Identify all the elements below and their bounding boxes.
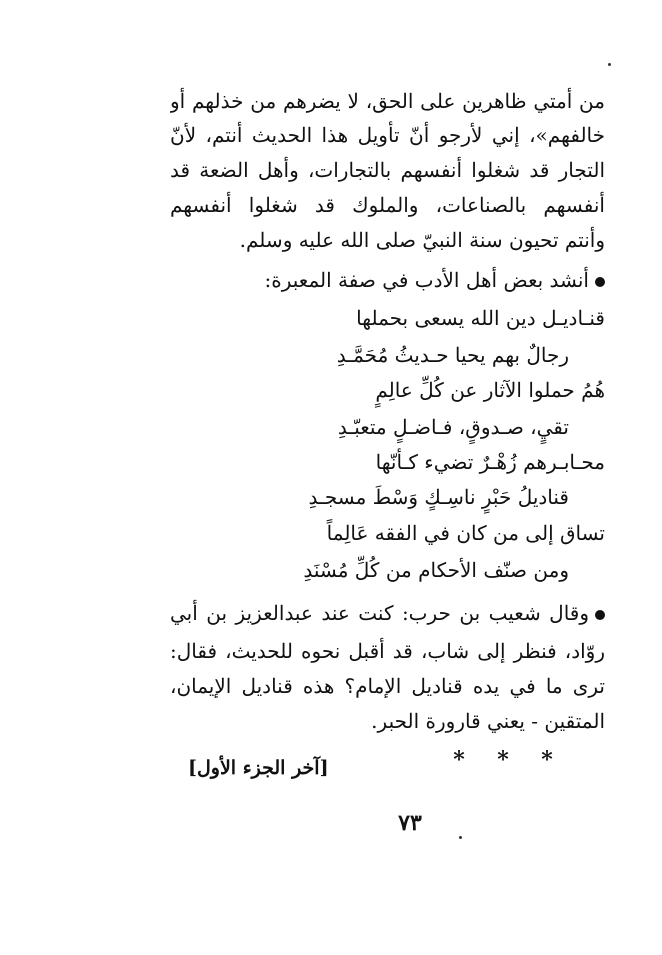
star-2: * [497,747,509,773]
print-speck [459,836,462,839]
paragraph-1-line-3: التجار قد شغلوا أنفسهم بالتجارات، وأهل الضعة قد [170,158,605,182]
paragraph-3-line-3: ترى ما في يده قناديل الإمام؟ هذه قناديل الإيمان، [170,674,605,698]
page-number: ٧٣ [398,810,422,836]
paragraph-1-line-5: وأنتم تحيون سنة النبيّ صلى الله عليه وسلم. [239,228,605,252]
star-3: * [541,747,553,773]
verse-6: قناديلُ حَبْرٍ ناسِـكٍ وَسْطَ مسجـدِ [308,485,569,509]
star-1: * [453,747,465,773]
paragraph-3-line-1-text: وقال شعيب بن حرب: كنت عند عبدالعزيز بن أبي [170,601,589,625]
paragraph-3-line-1 [170,598,605,628]
verse-2: رجالٌ بهم يحيا حـديثُ مُحَمَّـدِ [336,343,569,367]
poem-intro: أنشد بعض أهل الأدب في صفة المعبرة: [264,268,589,292]
verse-1: قنـاديـل دين الله يسعى بحملها [356,306,605,330]
paragraph-2-intro [265,265,605,295]
verse-8: ومن صنّف الأحكام من كُلِّ مُسْنَدِ [303,558,569,582]
bullet-icon [595,277,605,287]
end-of-volume-note: [آخر الجزء الأول] [188,757,329,779]
verse-7: تساق إلى من كان في الفقه عَالِماً [326,521,605,545]
paragraph-1-line-1: من أمتي ظاهرين على الحق، لا يضرهم من خذلهم أو [170,89,605,113]
section-divider-stars [437,747,569,773]
verse-3: هُمُ حملوا الآثار عن كُلِّ عالِمٍ [375,378,605,402]
bullet-icon [595,610,605,620]
paragraph-3-line-4: المتقين - يعني قارورة الحبر. [371,709,605,733]
paragraph-1-line-2: خالفهم»، إني لأرجو أنّ تأويل هذا الحديث أنتم، لأنّ [170,123,605,147]
paragraph-3-line-2: روّاد، فنظر إلى شاب، قد أقبل نحوه للحديث، فقال: [170,639,605,663]
print-speck [608,63,611,66]
paragraph-1-line-4: أنفسهم بالصناعات، والملوك قد شغلوا أنفسهم [170,193,605,217]
verse-5: محـابـرهم زُهْـرٌ تضيء كـأنّها [375,450,605,474]
verse-4: تقيٍ، صـدوقٍ، فـاضـلٍ متعبّـدِ [337,415,569,439]
